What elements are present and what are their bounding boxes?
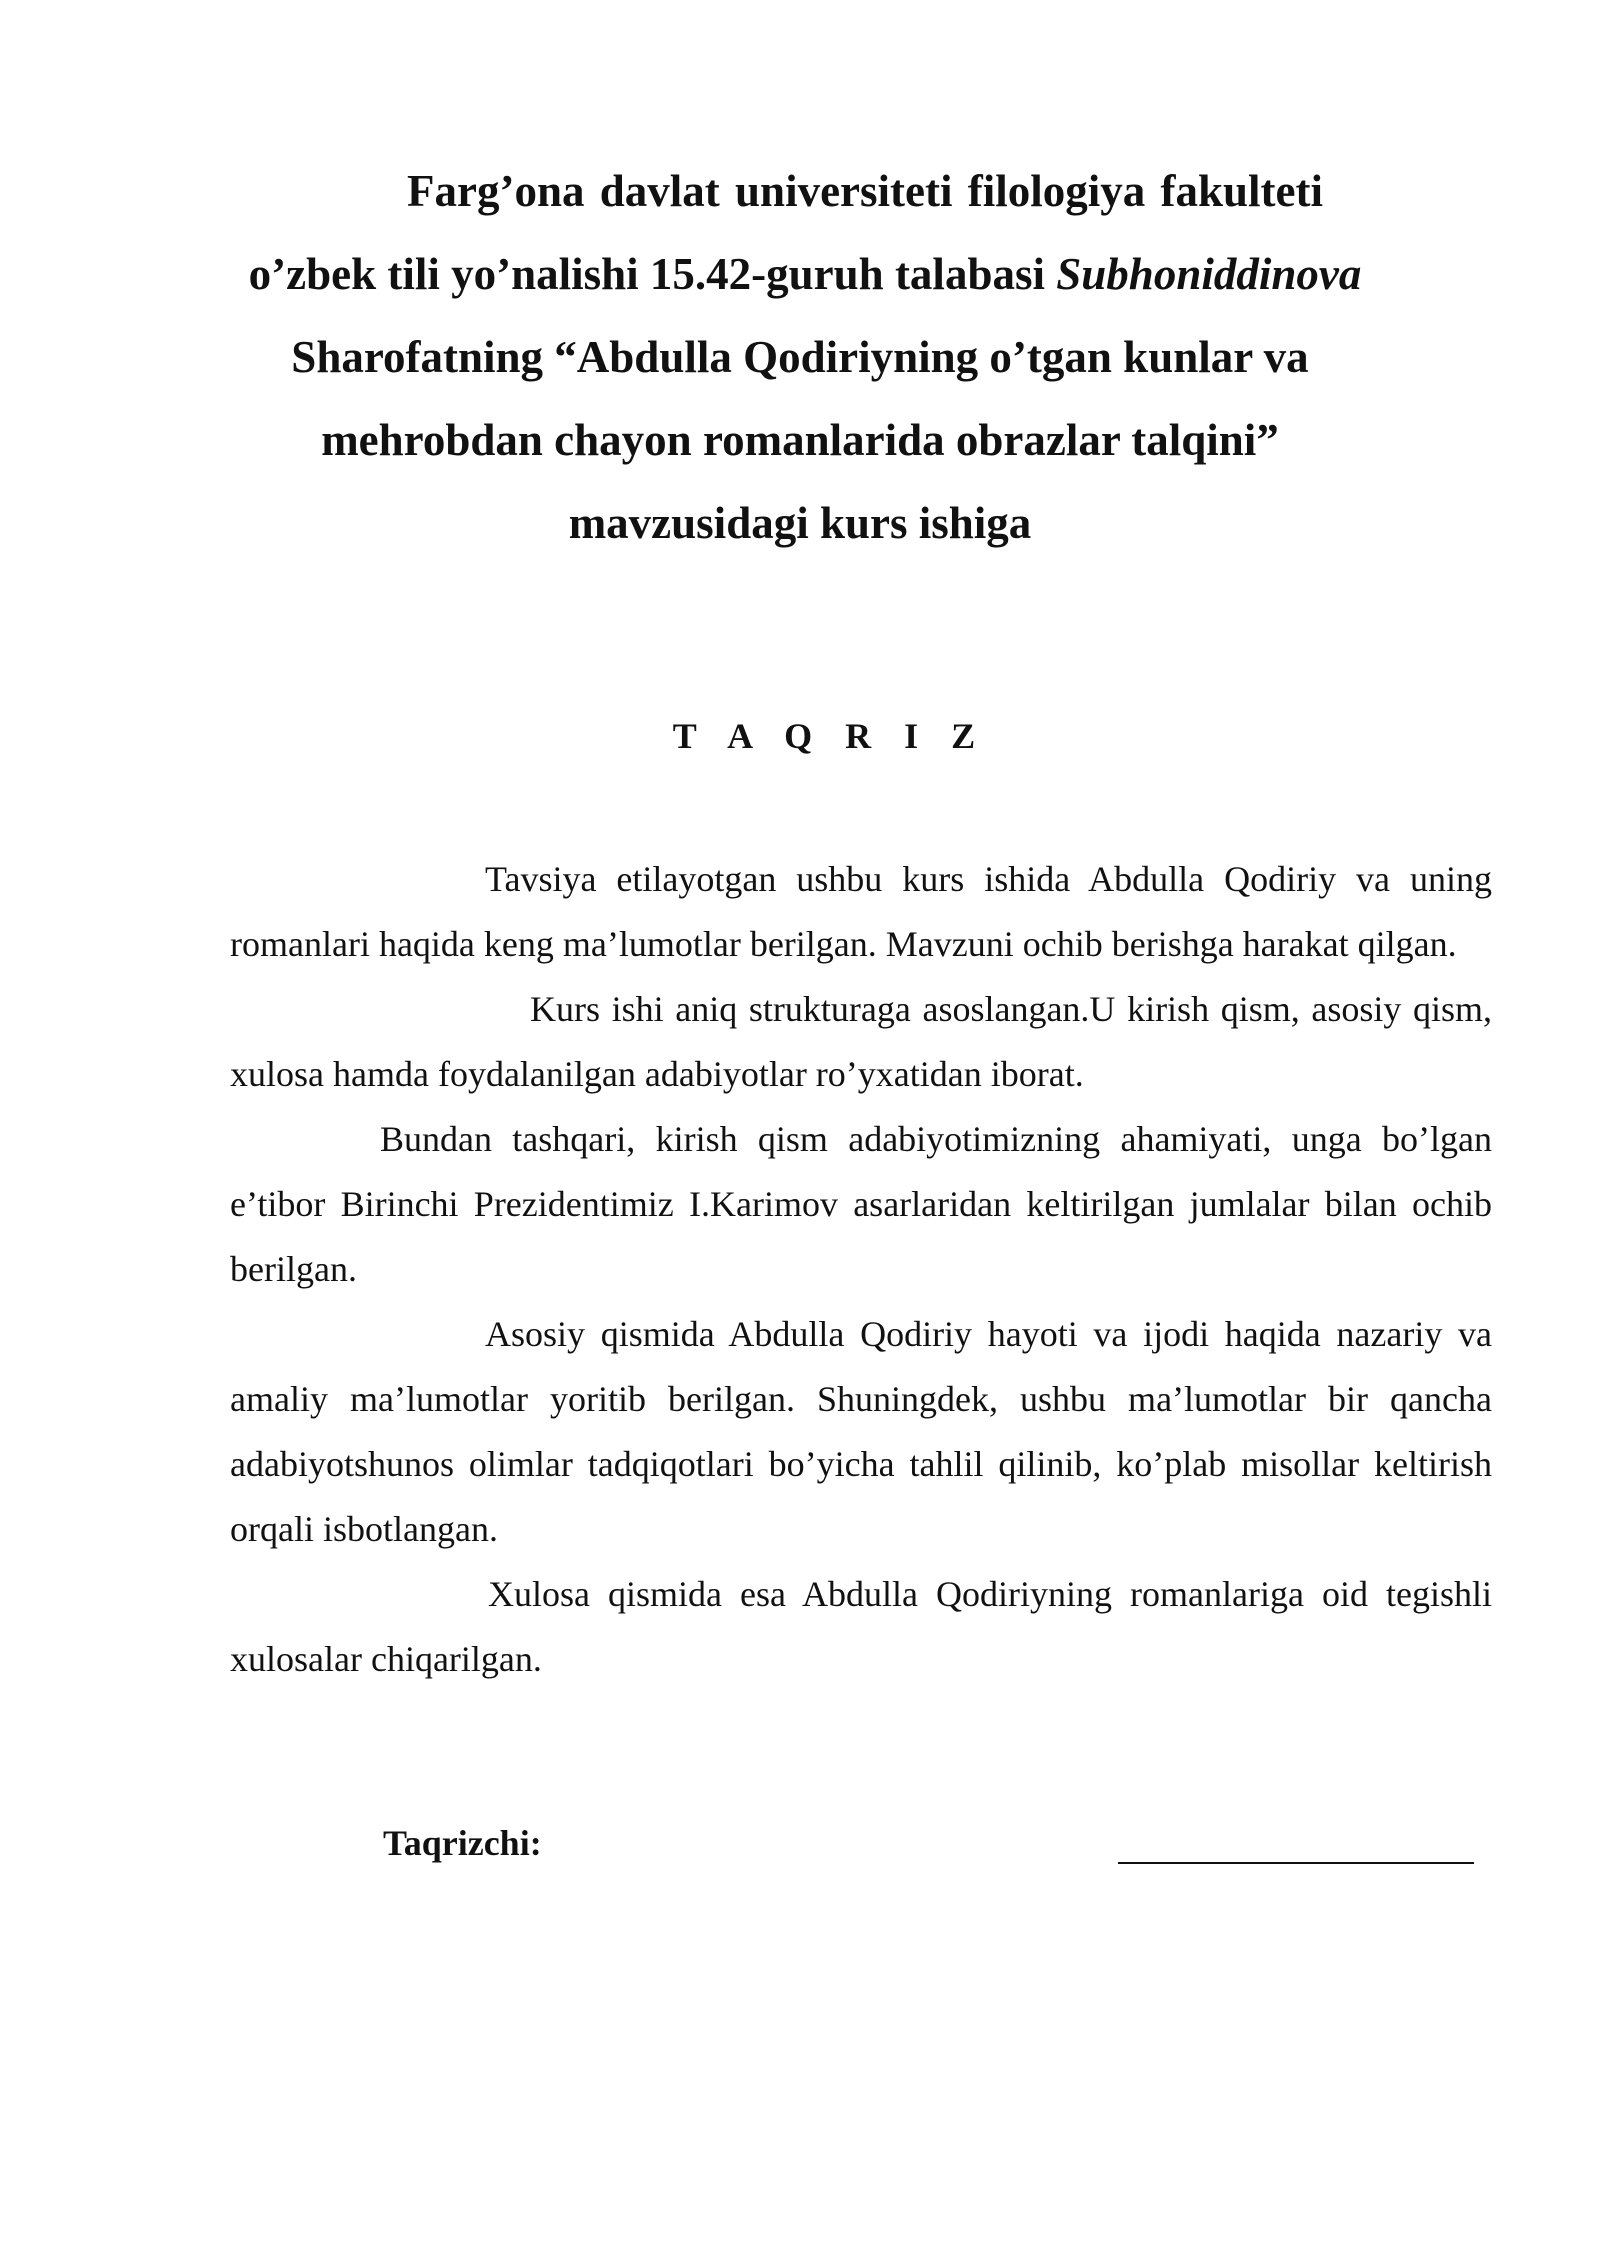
paragraph-5: Xulosa qismida esa Abdulla Qodiriyning romanlariga oid tegishli xulosalar chiqarilgan. (230, 1574, 1492, 1679)
student-name: Subhoniddinova (1056, 249, 1362, 299)
heading-line-3: Sharofatning “Abdulla Qodiriyning o’tgan kunlar va (291, 332, 1309, 382)
heading-line-4: mehrobdan chayon romanlarida obrazlar talqini” (321, 415, 1279, 465)
review-title: T A Q R I Z (672, 716, 988, 756)
paragraph-1: Tavsiya etilayotgan ushbu kurs ishida Abdulla Qodiriy va uning romanlari haqida keng ma’lumotlar berilgan. Mavzuni ochib berishga harakat qilgan. (230, 859, 1492, 964)
heading-line-2-text: o’zbek tili yo’nalishi 15.42-guruh talabasi (248, 249, 1057, 299)
review-body (230, 847, 1492, 1692)
heading-line-1: Farg’ona davlat universiteti filologiya fakulteti (407, 166, 1323, 216)
paragraph-4: Asosiy qismida Abdulla Qodiriy hayoti va ijodi haqida nazariy va amaliy ma’lumotlar yoritib berilgan. Shuningdek, ushbu ma’lumotlar bir qancha adabiyotshunos olimlar tadqiqotlari bo’yicha tahlil qilinib, ko’plab misollar keltirish orqali isbotlangan. (230, 1314, 1492, 1549)
paragraph-3: Bundan tashqari, kirish qism adabiyotimizning ahamiyati, unga bo’lgan e’tibor Birinchi Prezidentimiz I.Karimov asarlaridan keltirilgan jumlalar bilan ochib berilgan. (230, 1119, 1492, 1289)
heading-line-2 (0, 233, 1600, 316)
paragraph-2: Kurs ishi aniq strukturaga asoslangan.U kirish qism, asosiy qism, xulosa hamda foydalanilgan adabiyotlar ro’yxatidan iborat. (230, 989, 1492, 1094)
document-heading (0, 150, 1600, 565)
heading-line-5: mavzusidagi kurs ishiga (568, 498, 1032, 548)
reviewer-label: Taqrizchi: (383, 1823, 542, 1863)
signature-line (1118, 1862, 1474, 1864)
